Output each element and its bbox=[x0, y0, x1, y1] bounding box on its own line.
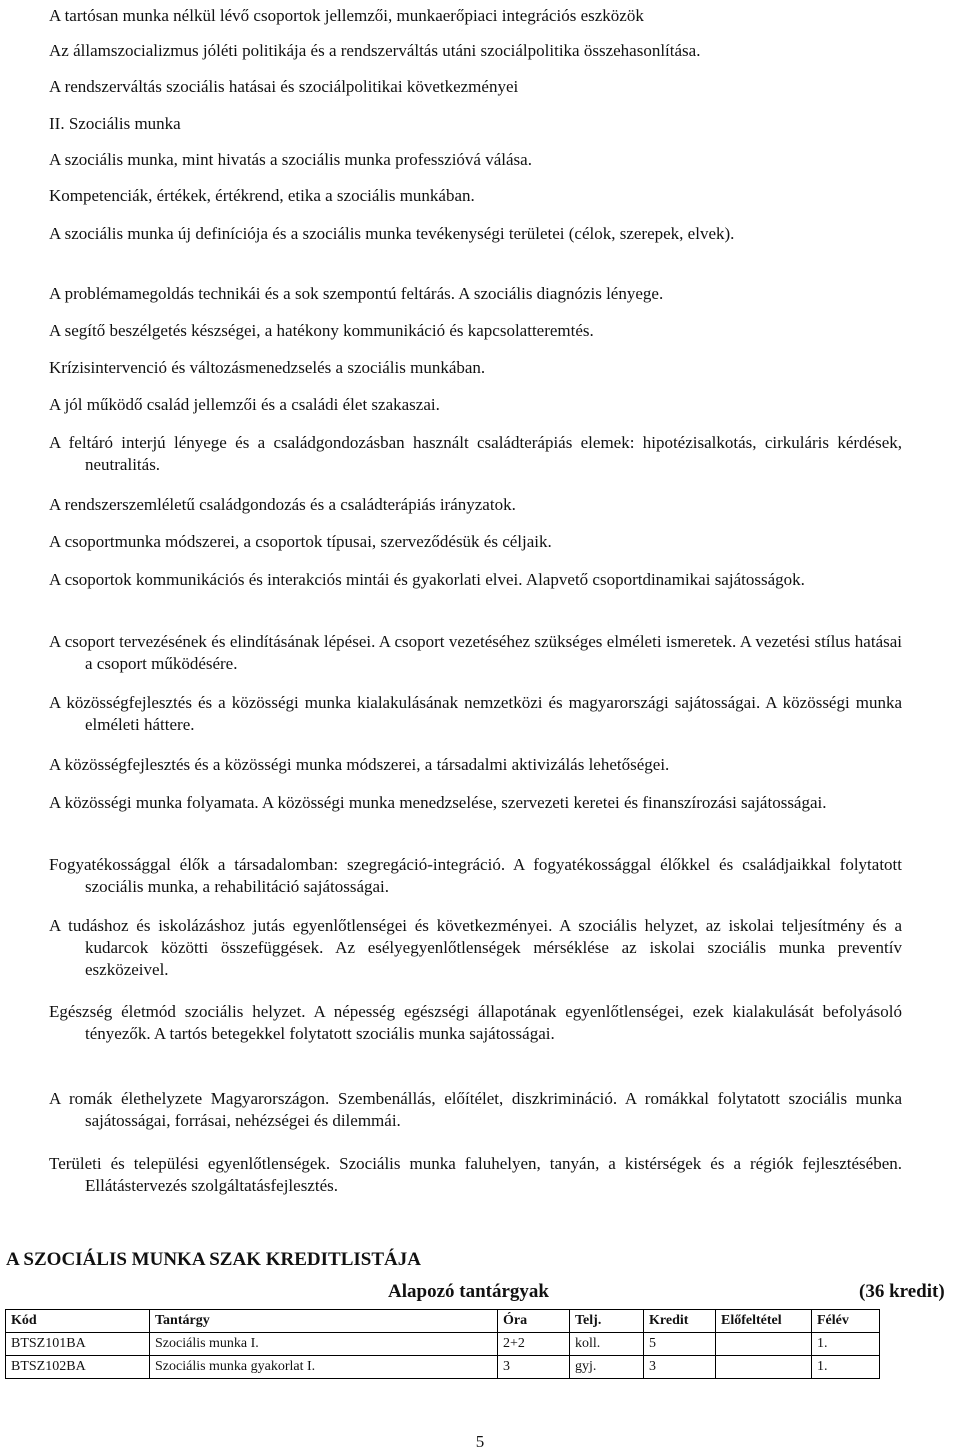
table-cell: Szociális munka gyakorlat I. bbox=[150, 1356, 498, 1379]
paragraph: A tudáshoz és iskolázáshoz jutás egyenlőtlenségei és következményei. A szociális helyzet, az iskolai teljesítmény és a kudarcok közötti összefüggések. Az esélyegyenlőtlenségek mérséklése az iskolai szociális munka preventív eszközeivel. bbox=[49, 916, 902, 979]
paragraph: A jól működő család jellemzői és a családi élet szakaszai. bbox=[49, 395, 440, 414]
table-cell: 1. bbox=[812, 1356, 880, 1379]
paragraph: A romák élethelyzete Magyarországon. Szembenállás, előítélet, diszkrimináció. A romákkal folytatott szociális munka sajátosságai, forrásai, nehézségei és dilemmái. bbox=[49, 1089, 902, 1130]
column-header: Telj. bbox=[570, 1310, 644, 1333]
credit-table bbox=[5, 1309, 880, 1379]
column-header: Tantárgy bbox=[150, 1310, 498, 1333]
table-cell bbox=[716, 1356, 812, 1379]
paragraph: Fogyatékossággal élők a társadalomban: szegregáció-integráció. A fogyatékossággal élőkkel és családjaikkal folytatott szociális munka, a rehabilitáció sajátosságai. bbox=[49, 855, 902, 896]
paragraph: A problémamegoldás technikái és a sok szempontú feltárás. A szociális diagnózis lényege. bbox=[49, 284, 664, 303]
paragraph: A rendszerváltás szociális hatásai és szociálpolitikai következményei bbox=[49, 77, 519, 96]
paragraph: Területi és települési egyenlőtlenségek. Szociális munka faluhelyen, tanyán, a kistérségek és a régiók fejlesztésében. Ellátástervezés szolgáltatásfejlesztés. bbox=[49, 1154, 902, 1195]
paragraph: A szociális munka új definíciója és a szociális munka tevékenységi területei (célok, szerepek, elvek). bbox=[49, 224, 735, 243]
table-cell bbox=[716, 1333, 812, 1356]
table-cell: Szociális munka I. bbox=[150, 1333, 498, 1356]
table-header-row bbox=[6, 1310, 880, 1333]
column-header: Kredit bbox=[644, 1310, 716, 1333]
page-number: 5 bbox=[475, 1432, 485, 1451]
table-cell: BTSZ101BA bbox=[6, 1333, 150, 1356]
column-header: Félév bbox=[812, 1310, 880, 1333]
table-cell: BTSZ102BA bbox=[6, 1356, 150, 1379]
paragraph: A rendszerszemléletű családgondozás és a családterápiás irányzatok. bbox=[49, 495, 516, 514]
column-header: Előfeltétel bbox=[716, 1310, 812, 1333]
table-cell: koll. bbox=[570, 1333, 644, 1356]
credit-count-note: (36 kredit) bbox=[859, 1281, 945, 1302]
paragraph: A segítő beszélgetés készségei, a hatékony kommunikáció és kapcsolatteremtés. bbox=[49, 321, 594, 340]
paragraph: Kompetenciák, értékek, értékrend, etika a szociális munkában. bbox=[49, 186, 475, 205]
table-cell: 3 bbox=[644, 1356, 716, 1379]
paragraph: A közösségfejlesztés és a közösségi munka kialakulásának nemzetközi és magyarországi sajátosságai. A közösségi munka elméleti háttere. bbox=[49, 693, 902, 734]
table-row bbox=[6, 1333, 880, 1356]
table-cell: 5 bbox=[644, 1333, 716, 1356]
paragraph: A csoport tervezésének és elindításának lépései. A csoport vezetéséhez szükséges elméleti ismeretek. A vezetési stílus hatásai a csoport működésére. bbox=[49, 632, 902, 673]
table-cell: 2+2 bbox=[498, 1333, 570, 1356]
paragraph: A csoportok kommunikációs és interakciós mintái és gyakorlati elvei. Alapvető csoportdinamikai sajátosságok. bbox=[49, 570, 805, 589]
paragraph: Az államszocializmus jóléti politikája és a rendszerváltás utáni szociálpolitika összehasonlítása. bbox=[49, 41, 701, 60]
table-cell: gyj. bbox=[570, 1356, 644, 1379]
paragraph: Egészség életmód szociális helyzet. A népesség egészségi állapotának egyenlőtlenségei, ezek kialakulását befolyásoló tényezők. A tartós betegekkel folytatott szociális munka sajátosságai. bbox=[49, 1002, 902, 1043]
column-header: Kód bbox=[6, 1310, 150, 1333]
paragraph: A feltáró interjú lényege és a családgondozásban használt családterápiás elemek: hipotézisalkotás, cirkuláris kérdések, neutralitás. bbox=[49, 433, 902, 474]
paragraph: A közösségi munka folyamata. A közösségi munka menedzselése, szervezeti keretei és finanszírozási sajátosságai. bbox=[49, 793, 827, 812]
column-header: Óra bbox=[498, 1310, 570, 1333]
paragraph: A szociális munka, mint hivatás a szociális munka professzióvá válása. bbox=[49, 150, 532, 169]
credit-list-title: A SZOCIÁLIS MUNKA SZAK KREDITLISTÁJA bbox=[6, 1249, 421, 1270]
section-heading: II. Szociális munka bbox=[49, 114, 181, 133]
paragraph: A tartósan munka nélkül lévő csoportok jellemzői, munkaerőpiaci integrációs eszközök bbox=[49, 6, 644, 25]
table-cell: 3 bbox=[498, 1356, 570, 1379]
credit-list-subheading: Alapozó tantárgyak bbox=[388, 1281, 549, 1302]
table-row bbox=[6, 1356, 880, 1379]
table-cell: 1. bbox=[812, 1333, 880, 1356]
paragraph: Krízisintervenció és változásmenedzselés a szociális munkában. bbox=[49, 358, 486, 377]
paragraph: A közösségfejlesztés és a közösségi munka módszerei, a társadalmi aktivizálás lehetőségei. bbox=[49, 755, 670, 774]
paragraph: A csoportmunka módszerei, a csoportok típusai, szerveződésük és céljaik. bbox=[49, 532, 552, 551]
